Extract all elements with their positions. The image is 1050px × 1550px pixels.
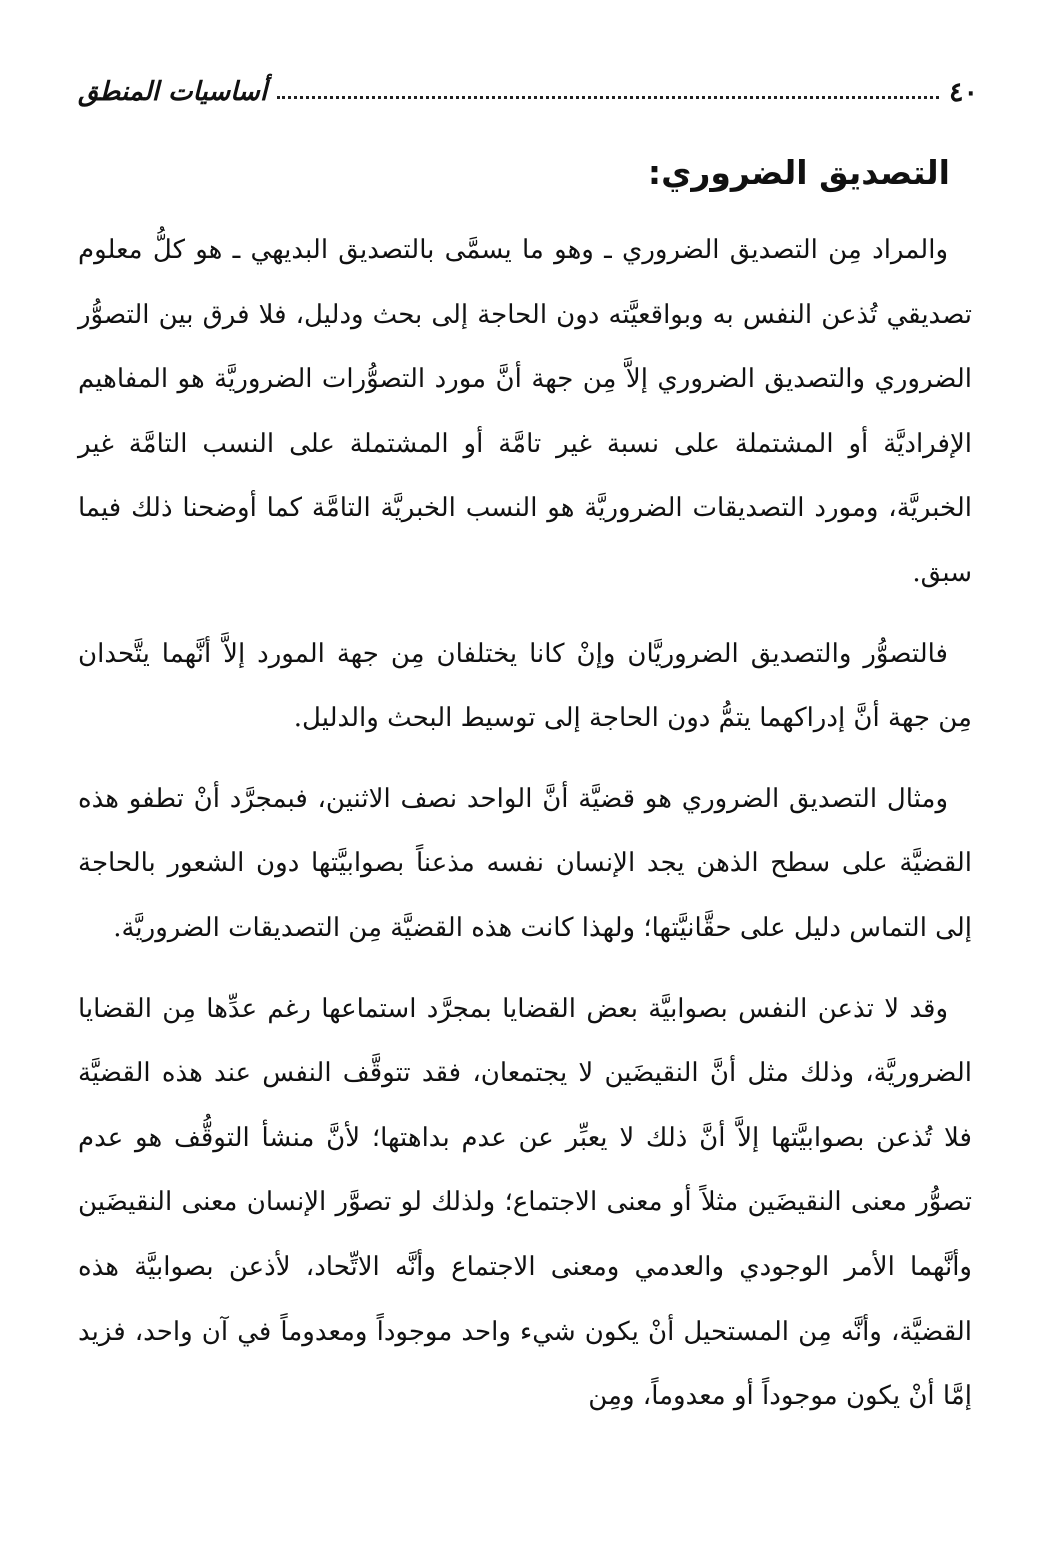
body-text	[78, 218, 972, 1445]
book-title: أساسيات المنطق	[78, 77, 268, 107]
paragraph: ومثال التصديق الضروري هو قضيَّة أنَّ الواحد نصف الاثنين، فبمجرَّد أنْ تطفو هذه القضيَّة على سطح الذهن يجد الإنسان نفسه مذعناً بصوابيَّتها دون الشعور بالحاجة إلى التماس دليل على حقَّانيَّتها؛ ولهذا كانت هذه القضيَّة مِن التصديقات الضروريَّة.	[78, 783, 972, 943]
paragraph: والمراد مِن التصديق الضروري ـ وهو ما يسمَّى بالتصديق البديهي ـ هو كلُّ معلوم تصديقي تُذعن النفس به وبواقعيَّته دون الحاجة إلى بحث ودليل، فلا فرق بين التصوُّر الضروري والتصديق الضروري إلاَّ مِن جهة أنَّ مورد التصوُّرات الضروريَّة هو المفاهيم الإفراديَّة أو المشتملة على نسبة غير تامَّة أو المشتملة على النسب التامَّة غير الخبريَّة، ومورد التصديقات الضروريَّة هو النسب الخبريَّة التامَّة كما أوضحنا ذلك فيما سبق.	[78, 235, 972, 588]
section-heading: التصديق الضروري:	[647, 153, 950, 192]
paragraph: وقد لا تذعن النفس بصوابيَّة بعض القضايا بمجرَّد استماعها رغم عدِّها مِن القضايا الضروريَّة، وذلك مثل أنَّ النقيضَين لا يجتمعان، فقد تتوقَّف النفس عند هذه القضيَّة فلا تُذعن بصوابيَّتها إلاَّ أنَّ ذلك لا يعبِّر عن عدم بداهتها؛ لأنَّ منشأ التوقُّف هو عدم تصوُّر معنى النقيضَين مثلاً أو معنى الاجتماع؛ ولذلك لو تصوَّر الإنسان معنى النقيضَين وأنَّهما الأمر الوجودي والعدمي ومعنى الاجتماع وأنَّه الاتِّحاد، لأذعن بصوابيَّة هذه القضيَّة، وأنَّه مِن المستحيل أنْ يكون شيء واحد موجوداً ومعدوماً في آن واحد، فزيد إمَّا أنْ يكون موجوداً أو معدوماً، ومِن	[78, 993, 972, 1412]
running-header	[78, 72, 978, 112]
page-number: ٤٠	[948, 76, 978, 108]
paragraph: فالتصوُّر والتصديق الضروريَّان وإنْ كانا يختلفان مِن جهة المورد إلاَّ أنَّهما يتَّحدان مِن جهة أنَّ إدراكهما يتمُّ دون الحاجة إلى توسيط البحث والدليل.	[78, 638, 972, 734]
dotted-leader	[277, 96, 939, 99]
